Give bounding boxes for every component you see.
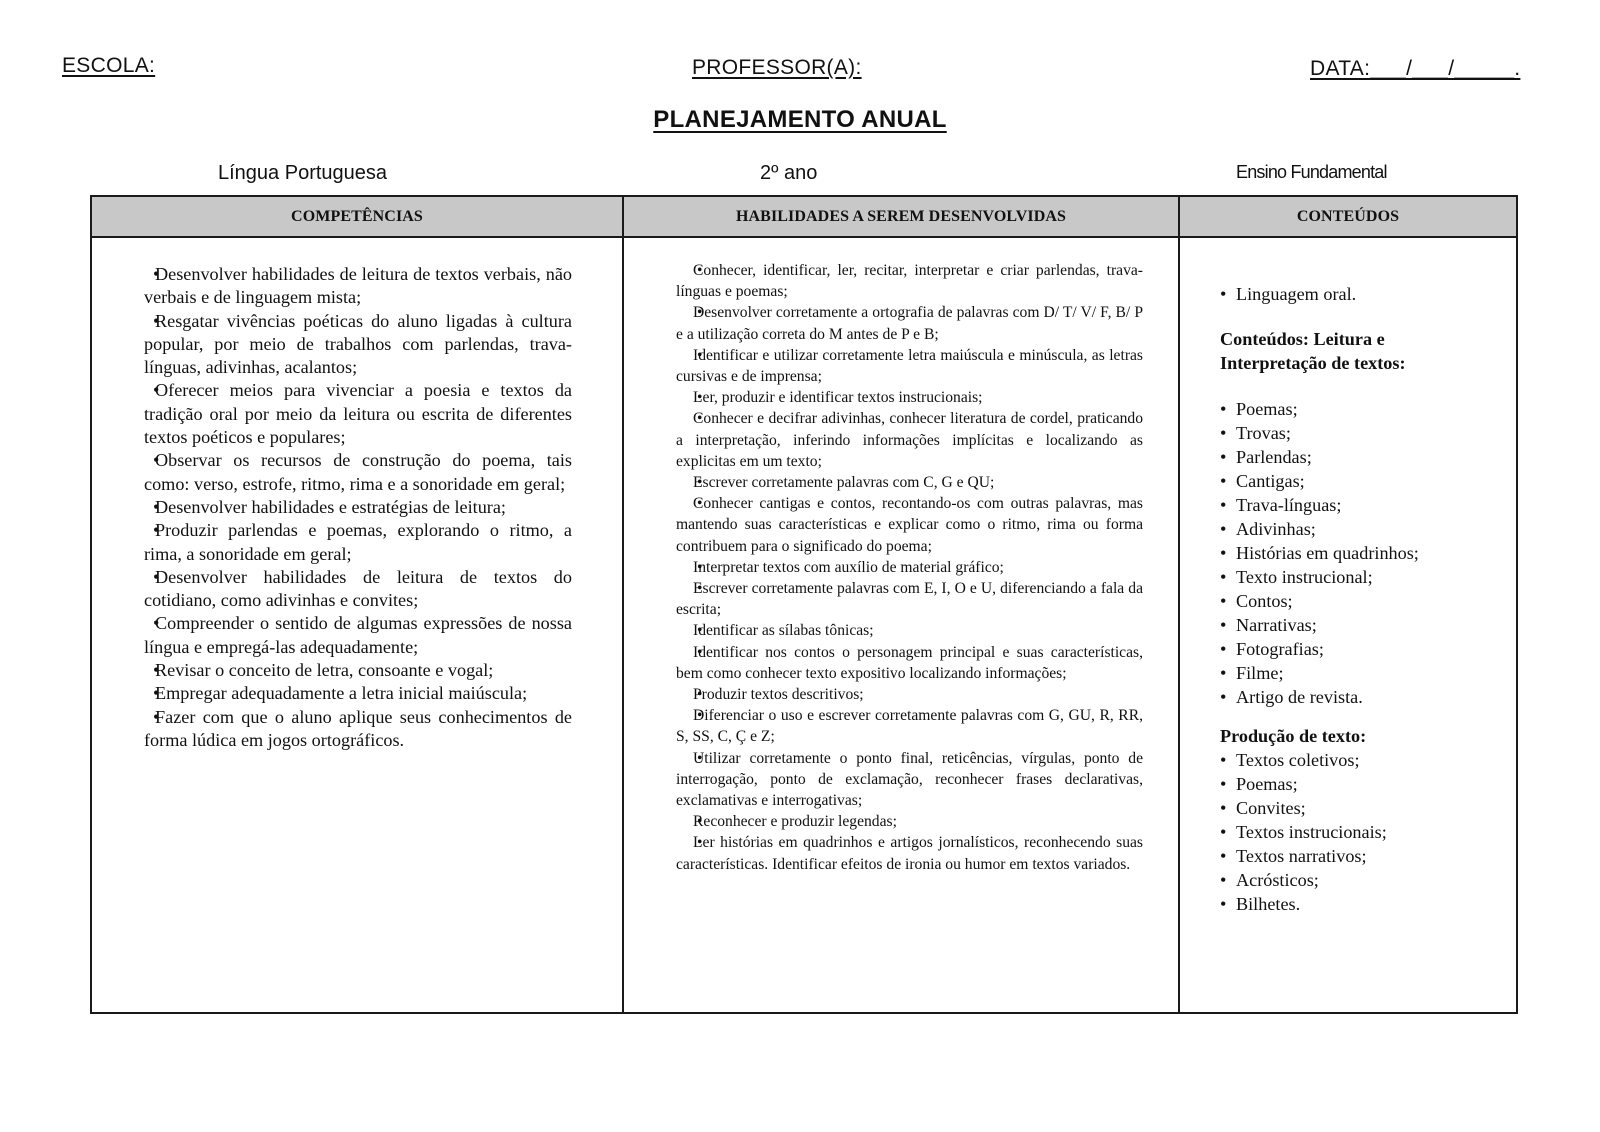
list-item: • Poemas; — [1220, 397, 1490, 421]
leitura-list — [1220, 397, 1490, 709]
list-item: • Interpretar textos com auxílio de material gráfico; — [676, 557, 1143, 578]
list-item: • Ler, produzir e identificar textos instrucionais; — [676, 387, 1143, 408]
list-item: • Empregar adequadamente a letra inicial maiúscula; — [144, 682, 572, 705]
list-item: • Fazer com que o aluno aplique seus conhecimentos de forma lúdica em jogos ortográficos. — [144, 706, 572, 753]
list-item: • Reconhecer e produzir legendas; — [676, 811, 1143, 832]
list-item: • Oferecer meios para vivenciar a poesia e textos da tradição oral por meio da leitura ou escrita de diferentes textos poéticos e populares; — [144, 379, 572, 449]
list-item: • Revisar o conceito de letra, consoante e vogal; — [144, 659, 572, 682]
list-item: • Desenvolver habilidades de leitura de textos verbais, não verbais e de linguagem mista; — [144, 263, 572, 310]
column-header-habilidades: HABILIDADES A SEREM DESENVOLVIDAS — [624, 197, 1178, 238]
list-item: • Convites; — [1220, 796, 1490, 820]
list-item: • Contos; — [1220, 589, 1490, 613]
list-item: • Desenvolver corretamente a ortografia de palavras com D/ T/ V/ F, B/ P e a utilização correta do M antes de P e B; — [676, 302, 1143, 344]
list-item: • Desenvolver habilidades de leitura de textos do cotidiano, como adivinhas e convites; — [144, 566, 572, 613]
planning-table — [90, 195, 1518, 1014]
list-item: • Identificar nos contos o personagem principal e suas características, bem como conhecer texto expositivo localizando informações; — [676, 642, 1143, 684]
list-item: • Desenvolver habilidades e estratégias de leitura; — [144, 496, 572, 519]
list-item: • Acrósticos; — [1220, 868, 1490, 892]
list-item: • Trovas; — [1220, 421, 1490, 445]
list-item: • Textos narrativos; — [1220, 844, 1490, 868]
list-item: • Resgatar vivências poéticas do aluno ligadas à cultura popular, por meio de trabalhos com parlendas, trava-línguas, adivinhas, acalantos; — [144, 310, 572, 380]
list-item: • Linguagem oral. — [1220, 282, 1490, 306]
producao-list — [1220, 748, 1490, 916]
escola-label: ESCOLA: — [62, 54, 156, 77]
conteudos-oral-block — [1220, 282, 1490, 306]
list-item: • Escrever corretamente palavras com C, G e QU; — [676, 472, 1143, 493]
column-header-conteudos: CONTEÚDOS — [1180, 197, 1516, 238]
list-item: • Observar os recursos de construção do poema, tais como: verso, estrofe, ritmo, rima e a sonoridade em geral; — [144, 449, 572, 496]
grade-label: 2º ano — [760, 162, 818, 184]
data-label: DATA:___/___/_____. — [1310, 57, 1521, 80]
list-item: • Conhecer, identificar, ler, recitar, interpretar e criar parlendas, trava-línguas e poemas; — [676, 260, 1143, 302]
oral-list — [1220, 282, 1490, 306]
list-item: • Adivinhas; — [1220, 517, 1490, 541]
list-item: • Narrativas; — [1220, 613, 1490, 637]
producao-block — [1220, 724, 1490, 916]
list-item: • Compreender o sentido de algumas expressões de nossa língua e empregá-las adequadamente; — [144, 612, 572, 659]
list-item: • Texto instrucional; — [1220, 565, 1490, 589]
list-item: • Artigo de revista. — [1220, 685, 1490, 709]
competencias-list — [144, 263, 572, 752]
list-item: • Histórias em quadrinhos; — [1220, 541, 1490, 565]
page-title-text: PLANEJAMENTO ANUAL — [653, 106, 947, 133]
habilidades-column — [624, 197, 1180, 1012]
list-item: • Textos instrucionais; — [1220, 820, 1490, 844]
leitura-heading: Conteúdos: Leitura e Interpretação de textos: — [1220, 329, 1406, 373]
list-item: • Ler histórias em quadrinhos e artigos jornalísticos, reconhecendo suas características. Identificar efeitos de ironia ou humor em textos variados. — [676, 832, 1143, 874]
competencias-column — [92, 197, 624, 1012]
list-item: • Identificar e utilizar corretamente letra maiúscula e minúscula, as letras cursivas e de imprensa; — [676, 345, 1143, 387]
list-item: • Bilhetes. — [1220, 892, 1490, 916]
list-item: • Cantigas; — [1220, 469, 1490, 493]
subject-label: Língua Portuguesa — [218, 162, 388, 184]
level-label: Ensino Fundamental — [1236, 162, 1387, 182]
column-header-competencias: COMPETÊNCIAS — [92, 197, 622, 238]
list-item: • Parlendas; — [1220, 445, 1490, 469]
list-item: • Conhecer e decifrar adivinhas, conhecer literatura de cordel, praticando a interpretação, inferindo informações implícitas e localizando as explicitas em um texto; — [676, 408, 1143, 472]
leitura-block — [1220, 327, 1490, 709]
list-item: • Produzir textos descritivos; — [676, 684, 1143, 705]
list-item: • Escrever corretamente palavras com E, I, O e U, diferenciando a fala da escrita; — [676, 578, 1143, 620]
list-item: • Diferenciar o uso e escrever corretamente palavras com G, GU, R, RR, S, SS, C, Ç e Z; — [676, 705, 1143, 747]
list-item: • Textos coletivos; — [1220, 748, 1490, 772]
habilidades-list — [676, 260, 1143, 875]
list-item: • Produzir parlendas e poemas, explorando o ritmo, a rima, a sonoridade em geral; — [144, 519, 572, 566]
list-item: • Poemas; — [1220, 772, 1490, 796]
list-item: • Utilizar corretamente o ponto final, reticências, vírgulas, ponto de interrogação, ponto de exclamação, reconhecer frases declarativas, exclamativas e interrogativas; — [676, 748, 1143, 812]
list-item: • Fotografias; — [1220, 637, 1490, 661]
page-title — [0, 106, 1600, 134]
conteudos-column — [1180, 197, 1516, 1012]
list-item: • Conhecer cantigas e contos, recontando-os com outras palavras, mas mantendo suas características e explicar como o ritmo, rima ou forma contribuem para o significado do poema; — [676, 493, 1143, 557]
list-item: • Identificar as sílabas tônicas; — [676, 620, 1143, 641]
producao-heading: Produção de texto: — [1220, 726, 1367, 746]
professor-label: PROFESSOR(A): — [692, 56, 862, 79]
list-item: • Trava-línguas; — [1220, 493, 1490, 517]
list-item: • Filme; — [1220, 661, 1490, 685]
